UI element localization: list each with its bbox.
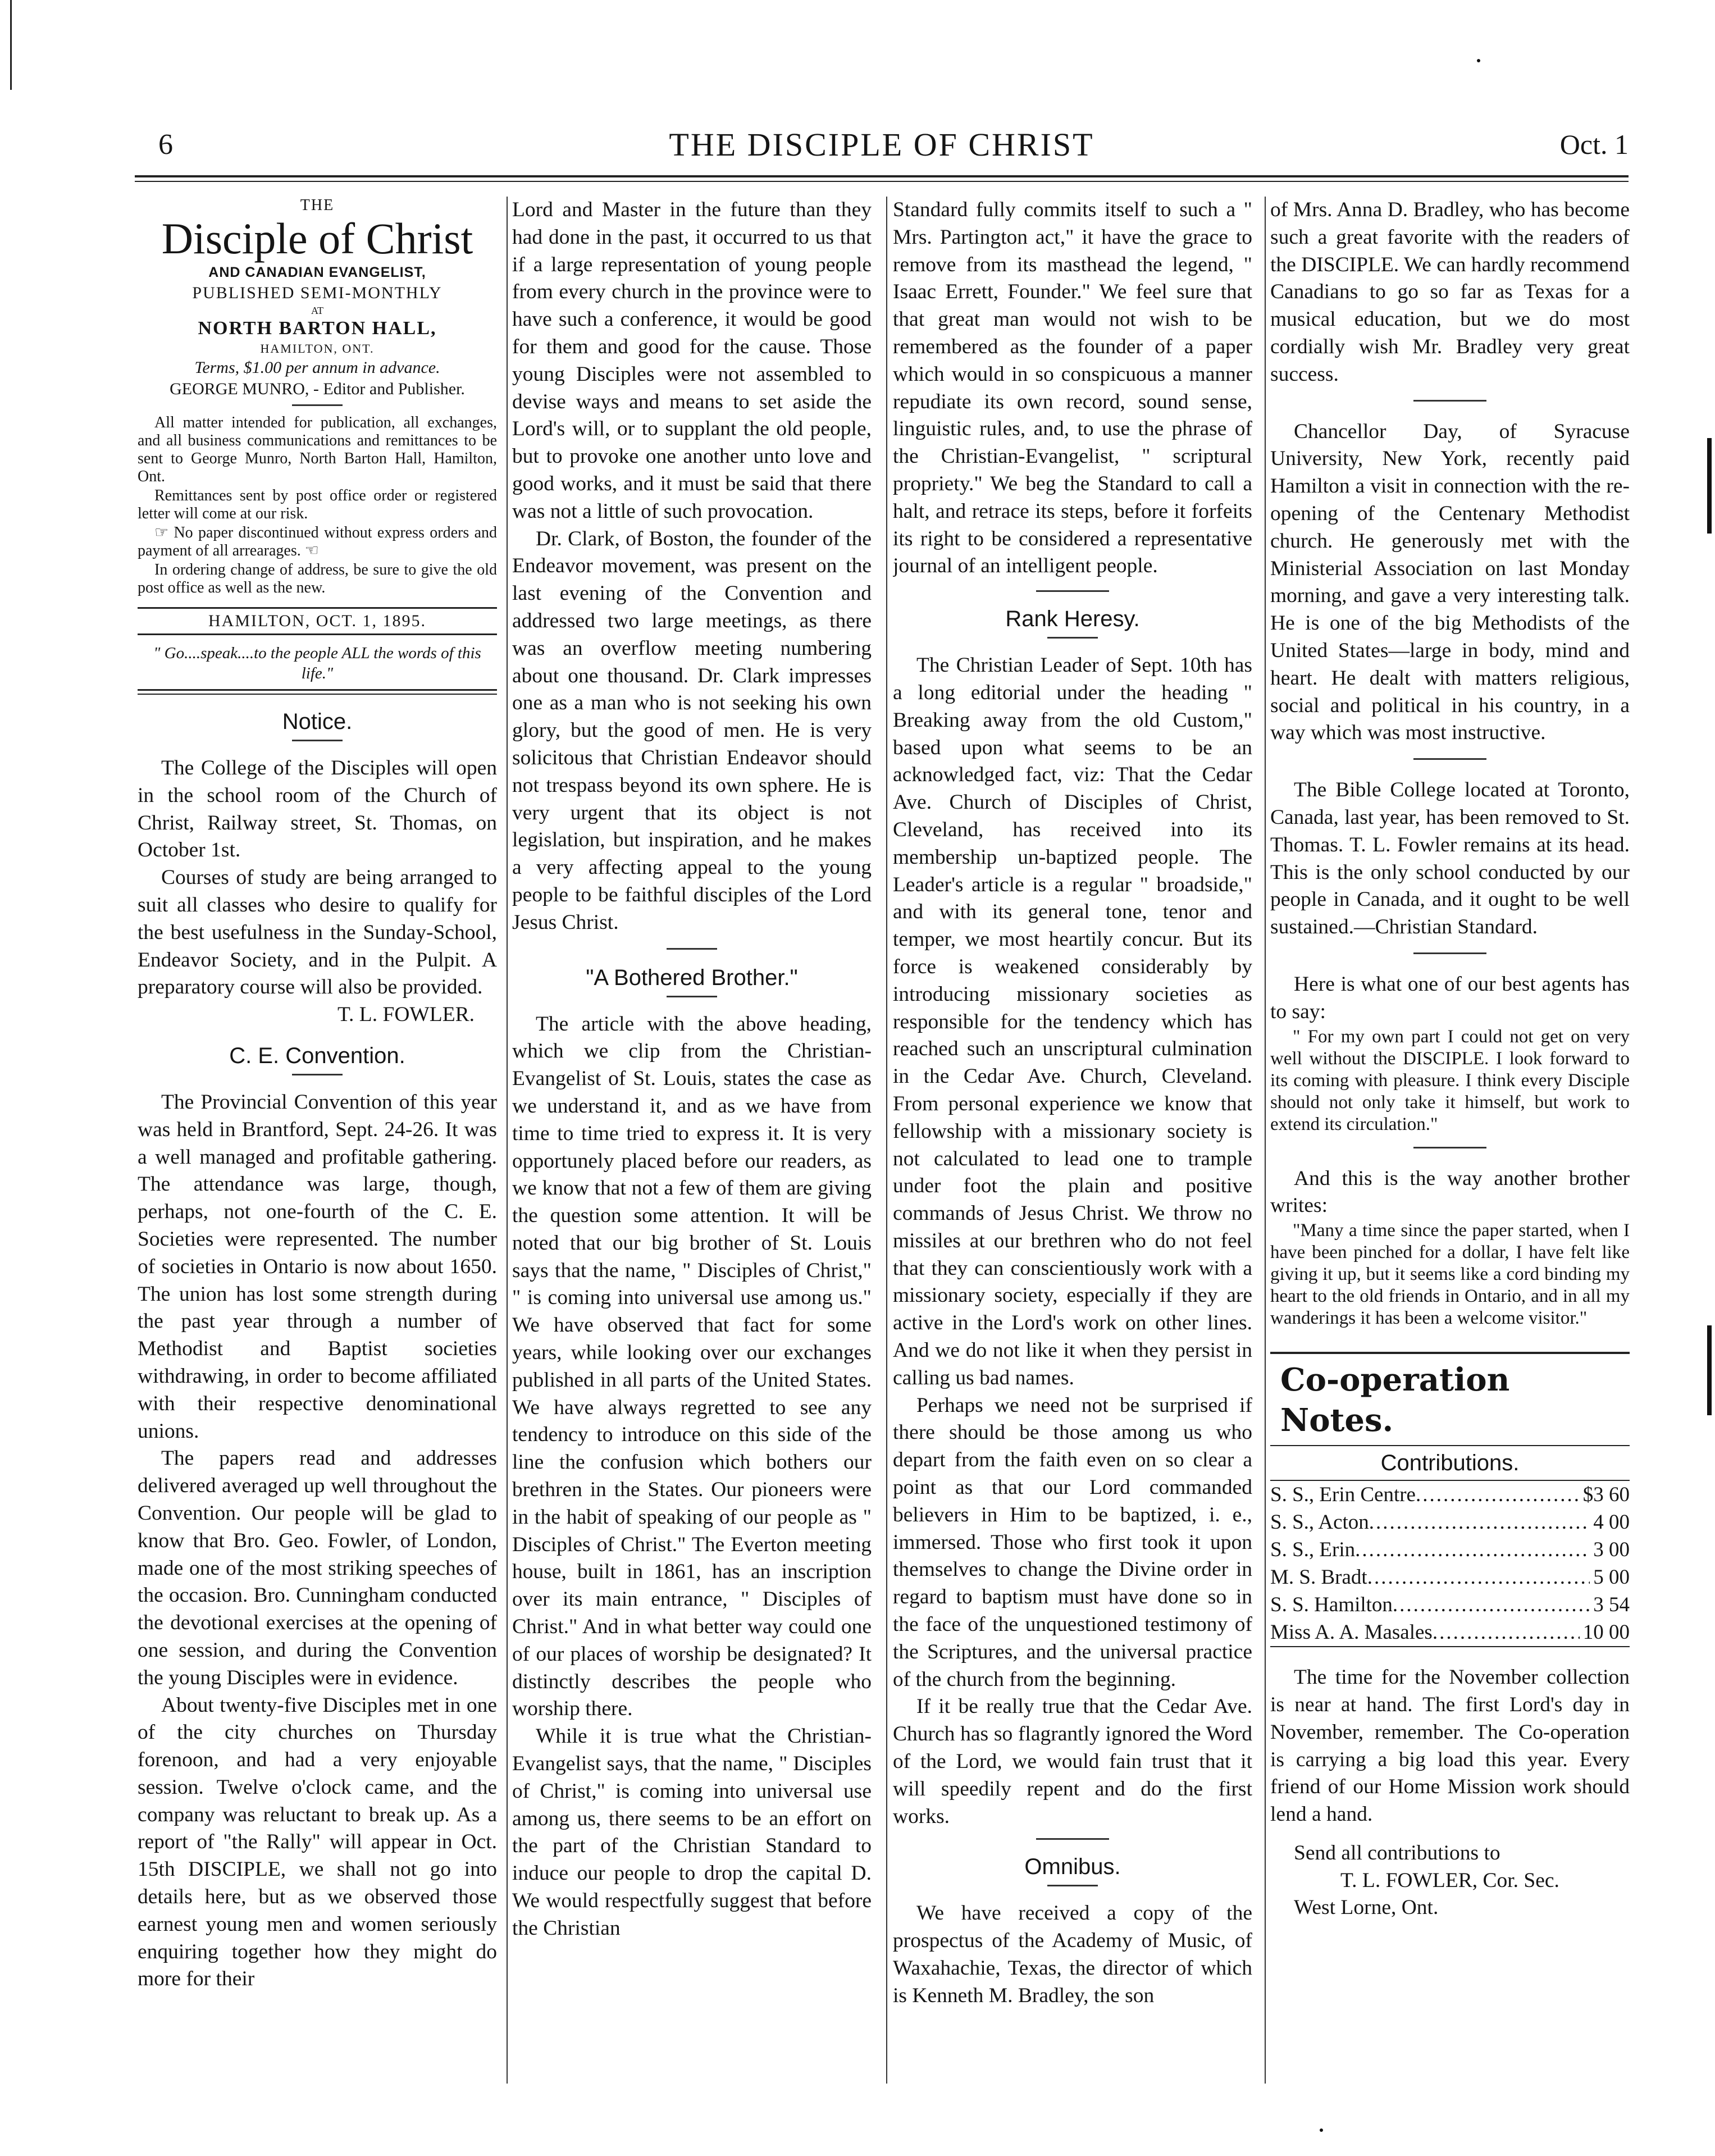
amount: 10 00 [1582, 1621, 1630, 1644]
masthead-the: THE [300, 197, 335, 214]
quote-text: " For my own part I could not get on very well without the DISCIPLE. I look forward to its coming with pleasure. I think every Disciple should not only take it himself, but work to extend its circulation." [1270, 1026, 1630, 1134]
amount: 3 00 [1593, 1538, 1630, 1562]
masthead-terms: Terms, $1.00 per annum in advance. [194, 358, 440, 377]
masthead-published: PUBLISHED SEMI-MONTHLY [192, 284, 443, 302]
ce-paragraph: The papers read and addresses delivered averaged up well throughout the Convention. Our people will be glad to know that Bro. Geo. Fowler, of London, made one of the most striking speeches of the occasion. Bro. Cunningham conducted the devotional exercises at the opening of one session, and during the Convention the young Disciples were in evidence. [138, 1447, 497, 1689]
article-paragraph: Dr. Clark, of Boston, the founder of the Endeavor movement, was present on the last evening of the Convention and addressed two large meetings, as there was an overflow meeting numbering about one thousand. Dr. Clark impresses one as a man who is not seeking his own glory, but the good of men. He is very solicitous that Christian Endeavor should not trespass beyond its own sphere. He is very urgent that its object is not legislation, but inspiration, and he makes a very affecting appeal to the young people to be faithful disciples of the Lord Jesus Christ. [512, 527, 872, 934]
notice-signature: T. L. FOWLER. [337, 1003, 475, 1027]
heading-dash [1047, 1885, 1098, 1886]
contribution-row [1270, 1619, 1630, 1646]
contributor: S. S., Erin Centre [1270, 1483, 1416, 1507]
article-paragraph: The Bible College located at Toronto, Canada, last year, has been removed to St. Thomas. T. L. Fowler remains at its head. This is the only school conducted by our people in Canada, and it ought to be well sustained.—Christian Standard. [1270, 778, 1630, 939]
address-name: T. L. FOWLER, Cor. Sec. [1340, 1868, 1559, 1892]
column-divider [886, 197, 887, 2084]
header-rule [135, 175, 1629, 177]
contributions-heading: Contributions. [1270, 1445, 1630, 1480]
ce-paragraph: About twenty-five Disciples met in one of the city churches on Thursday forenoon, and had a very enjoyable session. Twelve o'clock came, and the company was reluctant to break up. As a report of "the Rally" will appear in Oct. 15th DISCIPLE, we shall not go into details here, but as we observed those earnest young men and women seriously enquiring together how they might do more for their [138, 1693, 497, 1991]
masthead-name: Disciple of Christ [161, 214, 473, 263]
article-paragraph: of Mrs. Anna D. Bradley, who has become such a great favorite with the readers of the DISCIPLE. We can hardly recommend Canadians to go so far as Texas for a musical education, but we do most cordially wish Mr. Bradley very great success. [1270, 198, 1630, 386]
contributor: S. S. Hamilton [1270, 1593, 1393, 1617]
masthead-note: All matter intended for publication, all exchanges, and all business communications and remittances to be sent to George Munro, North Barton Hall, Hamilton, Ont. [138, 414, 497, 485]
bothered-brother-heading: "A Bothered Brother." [586, 965, 798, 990]
rank-heresy-heading: Rank Heresy. [1005, 607, 1140, 632]
masthead-note: ☞ No paper discontinued without express orders and payment of all arrearages. ☜ [138, 524, 497, 559]
contribution-row [1270, 1481, 1630, 1508]
column-divider [1265, 197, 1266, 2084]
issue-date: Oct. 1 [1559, 129, 1629, 160]
scan-artifact [1320, 2128, 1323, 2132]
contributor: M. S. Bradt [1270, 1566, 1367, 1589]
section-dash [1413, 952, 1486, 954]
heading-dash [292, 1074, 343, 1075]
contributions-list [1270, 1480, 1630, 1647]
masthead-city: HAMILTON, ONT. [260, 341, 375, 355]
column-3 [893, 197, 1252, 2084]
masthead-subtitle: AND CANADIAN EVANGELIST, [208, 265, 426, 280]
address-city: West Lorne, Ont. [1294, 1896, 1439, 1920]
contributor: Miss A. A. Masales [1270, 1621, 1433, 1644]
section-dash [1413, 400, 1486, 402]
contributor: S. S., Erin [1270, 1538, 1356, 1562]
article-paragraph: The Christian Leader of Sept. 10th has a long editorial under the heading " Breaking away from the old Custom," based upon what seems to be an acknowledged fact, viz: That the Cedar Ave. Church of Disciples of Christ, Cleveland, has received into its membership un-baptized people. The Leader's article is a regular " broadside," and with its general tone, tenor and temper, we most heartily concur. But its force is weakened considerably by introducing missionary societies as responsible for the tendency which has reached such an unscriptural culmination in the Cedar Ave. Church, Cleveland. From personal experience we know that fellowship with a missionary society is not calculated to lead one to trample under foot the plain and positive commands of Jesus Christ. We throw no missiles at our brethren who do not feel that they can conscientiously work with a missionary society, especially if they are active in the Lord's work on other lines. And we do not like it when they persist in calling us bad names. [893, 654, 1252, 1389]
ce-paragraph: The Provincial Convention of this year was held in Brantford, Sept. 24-26. It was a well managed and profitable gathering. The attendance was large, though, perhaps, not one-fourth of the C. E. Societies were represented. The number of societies in Ontario is now about 1650. The union has lost some strength during the past year through a number of Methodist and Baptist societies withdrawing, in order to become affiliated with their respective denominational unions. [138, 1090, 497, 1443]
scan-artifact [1707, 438, 1712, 534]
running-header [135, 128, 1629, 173]
column-divider [507, 197, 508, 2084]
article-paragraph: Chancellor Day, of Syracuse University, New York, recently paid Hamilton a visit in connection with the re-opening of the Centenary Methodist church. He generously met with the Ministerial Association on last Monday morning, and gave a very interesting talk. He is one of the big Methodists of the United States—large in body, mind and heart. He dealt with matters religious, social and political in his country, in a way which was most instructive. [1270, 420, 1630, 745]
ce-convention-heading: C. E. Convention. [229, 1043, 405, 1068]
scan-artifact [1477, 59, 1480, 62]
section-dash [1036, 590, 1109, 592]
masthead-note: Remittances sent by post office order or registered letter will come at our risk. [138, 487, 497, 522]
section-dash [667, 948, 717, 950]
masthead-notes [138, 414, 497, 597]
contributor: S. S., Acton [1270, 1511, 1369, 1534]
amount: $3 60 [1582, 1483, 1630, 1507]
masthead-motto: " Go....speak....to the people ALL the words of this life." [153, 644, 481, 682]
masthead-issue-date: HAMILTON, OCT. 1, 1895. [138, 607, 497, 635]
column-1 [138, 197, 497, 2084]
notice-paragraph: The College of the Disciples will open in the school room of the Church of Christ, Railway street, St. Thomas, on October 1st. [138, 756, 497, 862]
masthead-editor: GEORGE MUNRO, - Editor and Publisher. [170, 380, 465, 398]
notice-heading: Notice. [282, 709, 353, 734]
article-paragraph: We have received a copy of the prospectus of the Academy of Music, of Waxahachie, Texas, the director of which is Kenneth M. Bradley, the son [893, 1902, 1252, 2007]
article-paragraph: And this is the way another brother writes: [1270, 1166, 1630, 1218]
scan-artifact [1707, 1325, 1712, 1415]
article-paragraph: The time for the November collection is near at hand. The first Lord's day in November, remember. The Co-operation is carrying a big load this year. Every friend of our Home Mission work should lend a hand. [1270, 1666, 1630, 1826]
reader-quote [1270, 1220, 1630, 1329]
column-4 [1270, 197, 1630, 2084]
article-paragraph: Perhaps we need not be surprised if there should be those among us who depart from the faith even on so clear a point as that our Lord commanded believers in Him to be baptized, i. e., immersed. Those who first took it upon themselves to change the Divine order in regard to baptism must have done so in the face of the unquestioned testimony of the Scriptures, and the universal practice of the church from the beginning. [893, 1393, 1252, 1691]
contribution-row [1270, 1591, 1630, 1619]
header-rule-thin [135, 181, 1629, 182]
section-dash [1413, 758, 1486, 760]
masthead-hall: NORTH BARTON HALL, [198, 318, 437, 339]
section-dash [1413, 1147, 1486, 1148]
amount: 5 00 [1593, 1566, 1630, 1589]
article-paragraph: The article with the above heading, which we clip from the Christian-Evangelist of St. Louis, states the case as we understand it, and as we have from time to time tried to express it. It is very opportunely placed before our readers, as we know that not a few of them are giving the question some attention. It will be noted that our big brother of St. Louis says that the name, " Disciples of Christ," " is coming into universal use among us." We have observed that fact for some years, while looking over our exchanges published in all parts of the United States. We have always regretted to see any tendency to introduce on this side of the line the confusion which bothers our brethren in the States. Our pioneers were in the habit of speaking of our people as " Disciples of Christ." The Everton meeting house, built in 1861, has an inscription over its main entrance, " Disciples of Christ." And in what better way could one of our places of worship be designated? It distinctly describes the people who worship there. [512, 1012, 872, 1721]
quote-text: "Many a time since the paper started, when I have been pinched for a dollar, I have felt like giving it up, but it seems like a cord binding my heart to the old friends in Ontario, and in all my wanderings it has been a welcome visitor." [1270, 1220, 1630, 1329]
contribution-row [1270, 1564, 1630, 1591]
reader-quote [1270, 1026, 1630, 1136]
section-dash [1036, 1838, 1109, 1840]
article-paragraph: Standard fully commits itself to such a " Mrs. Partington act," it have the grace to remove from its masthead the legend, " Isaac Errett, Founder." We feel sure that that great man would not wish to be remembered as the founder of a paper which would in so conspicuous a manner repudiate its own record, sound sense, linguistic rules, and, to use the phrase of the Christian-Evangelist, " scriptural propriety." We beg the Standard to call a halt, and retrace its steps, before it forfeits its right to be considered a representative journal of an intelligent people. [893, 198, 1252, 578]
notice-paragraph: Courses of study are being arranged to suit all classes who desire to qualify for the best usefulness in the Sunday-School, Endeavor Society, and in the Pulpit. A preparatory course will also be provided. [138, 866, 497, 999]
column-2 [512, 197, 872, 2084]
masthead-at: AT [311, 305, 323, 316]
contribution-row [1270, 1508, 1630, 1536]
article-paragraph: Here is what one of our best agents has to say: [1270, 972, 1630, 1023]
amount: 3 54 [1593, 1593, 1630, 1617]
article-paragraph: Send all contributions to [1294, 1841, 1500, 1865]
heading-dash [667, 996, 717, 997]
newspaper-title: THE DISCIPLE OF CHRIST [669, 126, 1094, 163]
cooperation-notes-heading: Co-operation Notes. [1270, 1352, 1630, 1441]
masthead-note: In ordering change of address, be sure to give the old post office as well as the new. [138, 561, 497, 596]
masthead-divider [292, 404, 343, 406]
contribution-row [1270, 1536, 1630, 1564]
heading-dash [292, 740, 343, 741]
scan-edge-mark [10, 0, 12, 90]
omnibus-heading: Omnibus. [1024, 1854, 1121, 1880]
article-paragraph: Lord and Master in the future than they had done in the past, it occurred to us that if a large representation of young people from every church in the province were to have such a conference, it would be good for them and good for the cause. Those young Disciples were not assembled to devise ways and means to set aside the Lord's will, or to supplant the old people, but to provoke one another unto love and good works, and it must be said that there was not a little of such provocation. [512, 198, 872, 523]
article-paragraph: If it be really true that the Cedar Ave. Church has so flagrantly ignored the Word of the Lord, we would fain trust that it will speedily repent and do the first works. [893, 1695, 1252, 1828]
heading-dash [1047, 637, 1098, 639]
double-rule [138, 689, 497, 695]
amount: 4 00 [1593, 1511, 1630, 1534]
page-number: 6 [158, 129, 173, 161]
article-paragraph: While it is true what the Christian-Evangelist says, that the name, " Disciples of Christ," is coming into universal use among us, there seems to be an effort on the part of the Christian Standard to induce our people to drop the capital D. We would respectfully suggest that before the Christian [512, 1725, 872, 1940]
